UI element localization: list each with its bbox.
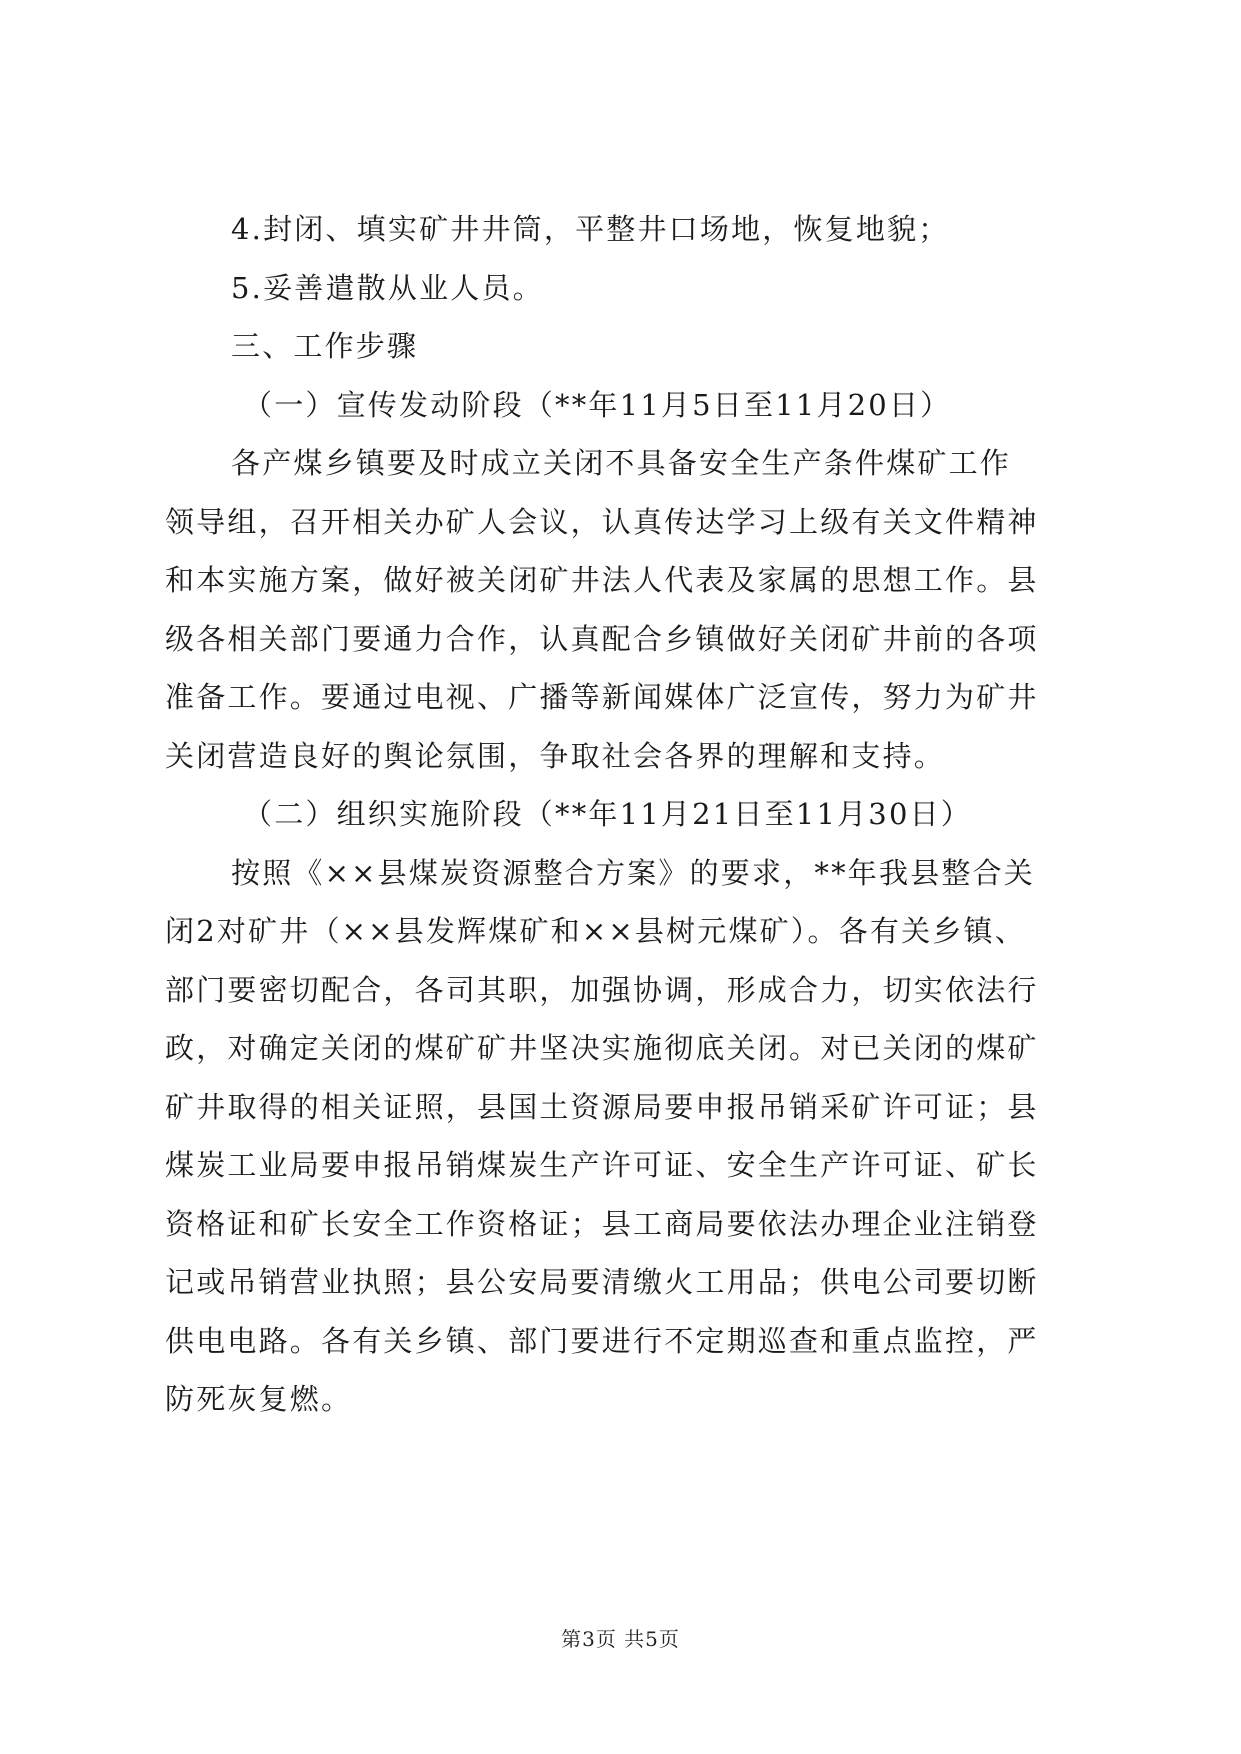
stage-1-heading: （一）宣传发动阶段（**年11月5日至11月20日） xyxy=(243,387,952,422)
paragraph-line: 矿井取得的相关证照，县国土资源局要申报吊销采矿许可证；县 xyxy=(165,1089,1039,1124)
paragraph-line: 各产煤乡镇要及时成立关闭不具备安全生产条件煤矿工作 xyxy=(231,446,1012,480)
paragraph-line: 防死灰复燃。 xyxy=(165,1382,353,1416)
paragraph-line: 领导组，召开相关办矿人会议，认真传达学习上级有关文件精神 xyxy=(165,504,1039,539)
paragraph-line: 部门要密切配合，各司其职，加强协调，形成合力，切实依法行 xyxy=(165,972,1039,1007)
paragraph-line: 级各相关部门要通力合作，认真配合乡镇做好关闭矿井前的各项 xyxy=(165,621,1039,656)
stage-2-heading: （二）组织实施阶段（**年11月21日至11月30日） xyxy=(243,797,973,831)
section-heading-work-steps: 三、工作步骤 xyxy=(231,329,419,363)
paragraph-line: 供电电路。各有关乡镇、部门要进行不定期巡查和重点监控，严 xyxy=(165,1323,1039,1358)
paragraph-line: 关闭营造良好的舆论氛围，争取社会各界的理解和支持。 xyxy=(165,738,946,773)
list-item-4: 4.封闭、填实矿井井筒，平整井口场地，恢复地貌； xyxy=(231,212,950,246)
stage-1-paragraph xyxy=(165,434,1085,785)
stage-2-paragraph xyxy=(165,844,1085,1429)
paragraph-line: 煤炭工业局要申报吊销煤炭生产许可证、安全生产许可证、矿长 xyxy=(165,1148,1039,1182)
document-body xyxy=(165,200,1085,1429)
paragraph-line: 记或吊销营业执照；县公安局要清缴火工用品；供电公司要切断 xyxy=(165,1265,1039,1299)
paragraph-line: 政，对确定关闭的煤矿矿井坚决实施彻底关闭。对已关闭的煤矿 xyxy=(165,1031,1039,1065)
list-item-5: 5.妥善遣散从业人员。 xyxy=(231,270,544,305)
paragraph-line: 和本实施方案，做好被关闭矿井法人代表及家属的思想工作。县 xyxy=(165,563,1039,597)
paragraph-line: 资格证和矿长安全工作资格证；县工商局要依法办理企业注销登 xyxy=(165,1206,1039,1241)
paragraph-line: 闭2对矿井（××县发辉煤矿和××县树元煤矿）。各有关乡镇、 xyxy=(165,914,1026,948)
paragraph-line: 按照《××县煤炭资源整合方案》的要求，**年我县整合关 xyxy=(231,855,1035,890)
paragraph-line: 准备工作。要通过电视、广播等新闻媒体广泛宣传，努力为矿井 xyxy=(165,680,1039,714)
page-number-footer: 第3页 共5页 xyxy=(561,1627,680,1651)
